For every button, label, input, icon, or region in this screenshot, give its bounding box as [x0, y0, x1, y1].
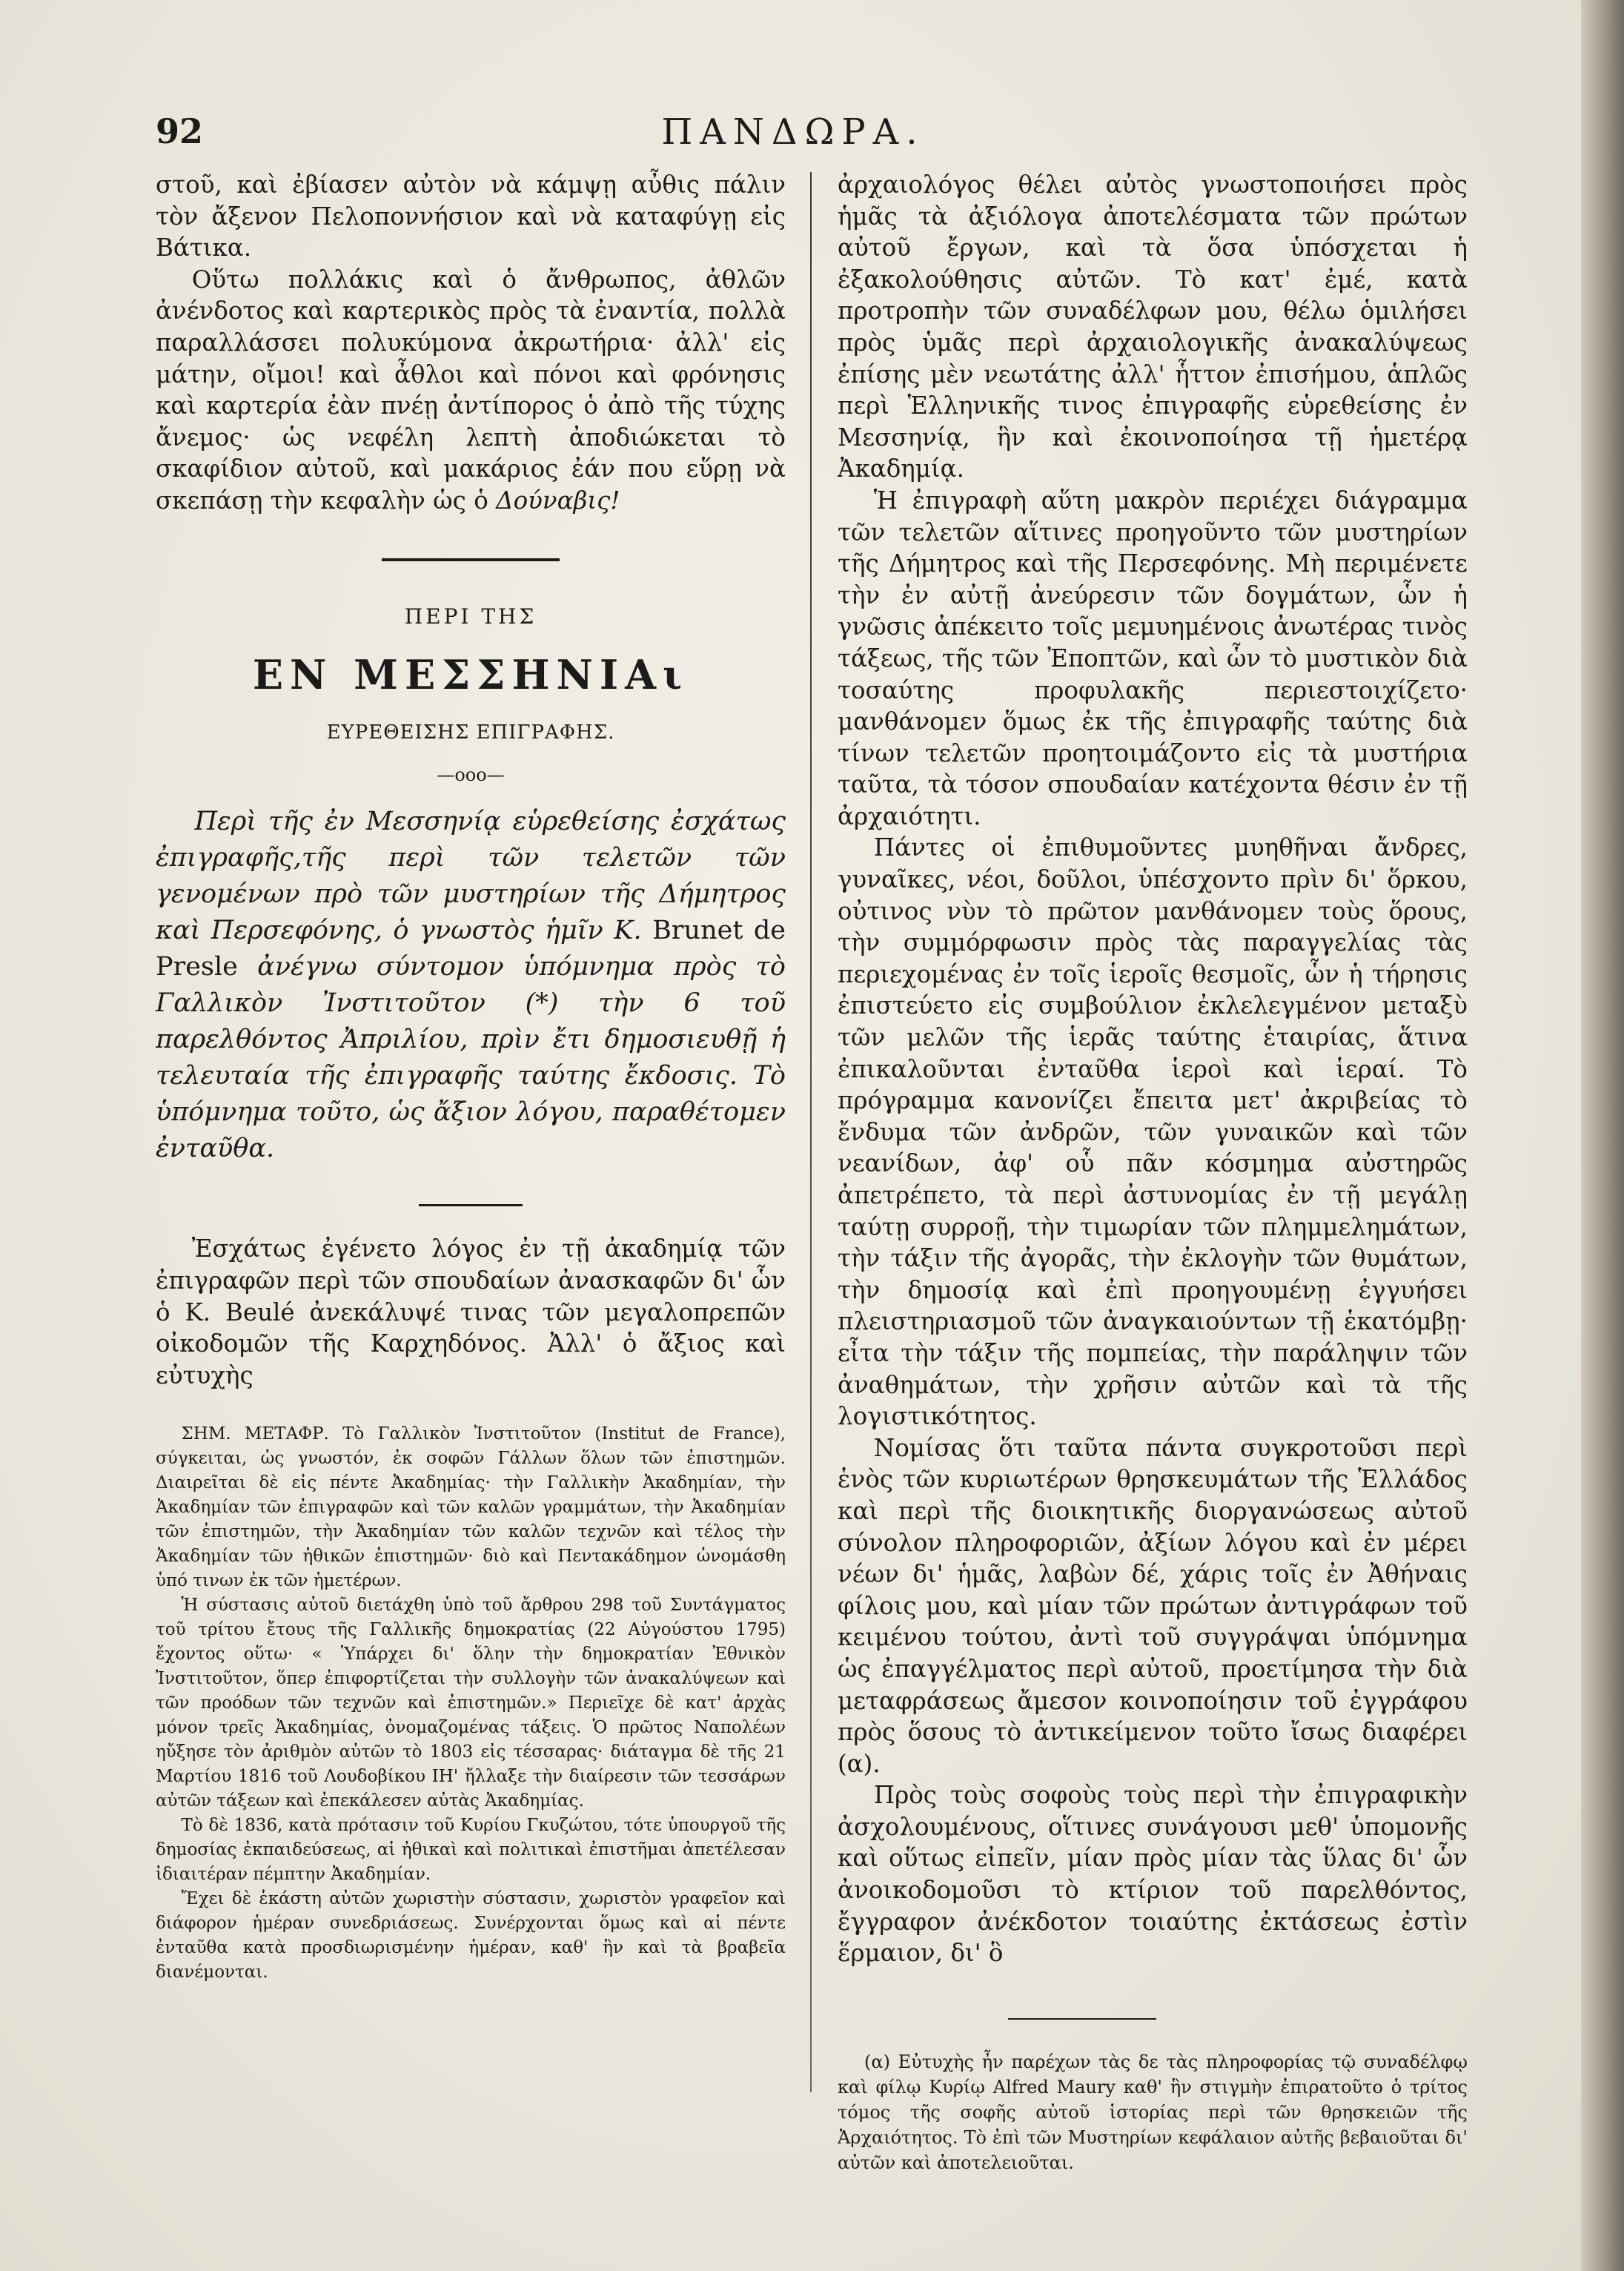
ornament: —οοο—: [437, 764, 505, 785]
article-pretitle: ΠΕΡΙ ΤΗΣ: [404, 604, 537, 629]
book-spine-shadow: [1581, 0, 1624, 2271]
page-header: [156, 111, 1431, 163]
paragraph: ἀρχαιολόγος θέλει αὐτὸς γνωστοποιήσει πρὸς ἡμᾶς τὰ ἀξιόλογα ἀποτελέσματα τῶν πρώτων αὐτοῦ ἔργων, καὶ τὰ ὅσα ὑπόσχεται ἡ ἐξακολούθησις αὐτῶν. Τὸ κατ' ἐμέ, κατὰ προτροπὴν τῶν συναδέλφων μου, θέλω ὁμιλήσει πρὸς ὑμᾶς περὶ ἀρχαιολογικῆς ἀνακαλύψεως ἐπίσης μὲν νεωτάτης ἀλλ' ἧττον ἐπισήμου, ἁπλῶς περὶ Ἑλληνικῆς τινος ἐπιγραφῆς εὑρεθείσης ἐν Μεσσηνίᾳ, ἣν καὶ ἐκοινοποίησα τῇ ἡμετέρᾳ Ἀκαδημίᾳ.: [838, 171, 1468, 483]
italic-intro: [156, 804, 786, 1167]
intro-text: Περὶ τῆς ἐν Μεσσηνίᾳ εὑρεθείσης ἐσχάτως ἐπιγραφῆς,τῆς περὶ τῶν τελετῶν τῶν γενομένων πρὸ τῶν μυστηρίων τῆς Δήμητρος καὶ Περσεφόνης, ὁ γνωστὸς ἡμῖν Κ.: [156, 807, 786, 946]
paragraph-text: ἀνεκάλυψέ τινας τῶν μεγαλοπρεπῶν οἰκοδομῶν τῆς Καρχηδόνος. Ἀλλ' ὁ ἄξιος καὶ εὐτυχὴς: [156, 1298, 786, 1389]
spacer: [156, 517, 786, 558]
paragraph: Πρὸς τοὺς σοφοὺς τοὺς περὶ τὴν ἐπιγραφικὴν ἀσχολουμένους, οἵτινες συνάγουσι μεθ' ὑπομονῆς καὶ οὕτως εἰπεῖν, μίαν πρὸς μίαν τὰς ὕλας δι' ὧν ἀνοικοδομοῦσι τὸ κτίριον τοῦ παρελθόντος, ἔγγραφον ἀνέκδοτον τοιαύτης ἐκτάσεως ἐστὶν ἕρμαιον, δι' ὃ: [838, 1781, 1468, 1968]
column-divider: [810, 172, 812, 2092]
author-name: Brunet de Presle: [156, 916, 786, 982]
paragraph-text: Ἐσχάτως ἐγένετο λόγος ἐν τῇ ἀκαδημίᾳ τῶν ἐπιγραφῶν περὶ τῶν σπουδαίων ἀνασκαφῶν δι' ὧν ὁ Κ.: [156, 1234, 786, 1326]
footnote: (α) Εὐτυχὴς ἦν παρέχων τὰς δε τὰς πληροφορίας τῷ συναδέλφῳ καὶ φίλῳ Κυρίῳ Alfred Maury καθ' ἣν στιγμὴν ἐπιρατοῦτο ὁ τρίτος τόμος τῆς σοφῆς αὐτοῦ ἱστορίας περὶ τῶν θρησκειῶν τῆς Ἀρχαιότητος. Τὸ ἐπὶ τῶν Μυστηρίων κεφάλαιον αὐτῆς βεβαιοῦται δι' αὐτῶν καὶ ἀποτελειοῦται.: [838, 2051, 1468, 2173]
article-title: ΕΝ ΜΕΣΣΗΝΙΑι: [252, 651, 689, 699]
paragraph: [156, 264, 786, 517]
note-paragraph: ΣΗΜ. ΜΕΤΑΦΡ. Τὸ Γαλλικὸν Ἰνστιτοῦτον (Institut de France), σύγκειται, ὡς γνωστόν, ἐκ σοφῶν Γάλλων ὅλων τῶν ἐπιστημῶν. Διαιρεῖται δὲ εἰς πέντε Ἀκαδημίας· τὴν Γαλλικὴν Ἀκαδημίαν, τὴν Ἀκαδημίαν τῶν ἐπιγραφῶν καὶ τῶν καλῶν γραμμάτων, τὴν Ἀκαδημίαν τῶν ἐπιστημῶν, τὴν Ἀκαδημίαν τῶν καλῶν τεχνῶν καὶ τέλος τὴν Ἀκαδημίαν τῶν ἠθικῶν ἐπιστημῶν· διὸ καὶ Πεντακάδημον ὠνομάσθη ὑπό τινων ἐκ τῶν ἡμετέρων.: [156, 1424, 786, 1591]
paragraph: [156, 1233, 786, 1391]
section-rule: [382, 558, 560, 561]
dounavis-name: Δούναβις!: [496, 486, 620, 515]
paragraph: Ἡ ἐπιγραφὴ αὕτη μακρὸν περιέχει διάγραμμα τῶν τελετῶν αἵτινες προηγοῦντο τῶν μυστηρίων τῆς Δήμητρος καὶ τῆς Περσεφόνης. Μὴ περιμένετε τὴν ἐν αὐτῇ ἀνεύρεσιν τῶν δογμάτων, ὧν ἡ γνῶσις ἀπέκειτο τοῖς μεμυημένοις ἀνωτέρας τινὸς τάξεως, τῆς τῶν Ἐποπτῶν, καὶ ὧν τὸ μυστικὸν διὰ τοσαύτης προφυλακῆς περιεστοιχίζετο· μανθάνομεν ὅμως ἐκ τῆς ἐπιγραφῆς ταύτης διὰ τίνων τελετῶν προητοιμάζοντο εἰς τὰ μυστήρια ταῦτα, τὰ τόσον σπουδαίαν κατέχοντα θέσιν ἐν τῇ ἀρχαιότητι.: [838, 486, 1468, 830]
running-title: ΠΑΝΔΩΡΑ.: [661, 111, 925, 153]
paragraph: Νομίσας ὅτι ταῦτα πάντα συγκροτοῦσι περὶ ἑνὸς τῶν κυριωτέρων θρησκευμάτων τῆς Ἑλλάδος καὶ περὶ τῆς διοικητικῆς διοργανώσεως αὐτοῦ σύνολον πληροφοριῶν, ἀξίων λόγου καὶ ἐν μέρει νέων δι' ἡμᾶς, λαβὼν δέ, χάρις τοῖς ἐν Ἀθήναις φίλοις μου, καὶ μίαν τῶν πρώτων ἀντιγράφων τοῦ κειμένου τούτου, ἀντὶ τοῦ συγγράψαι ὑπόμνημα ὡς ἐπαγγέλματος περὶ αὐτοῦ, προετίμησα τὴν διὰ μεταφράσεως ἄμεσον κοινοποίησιν τοῦ ἐγγράφου πρὸς ὅσους τὸ ἀντικείμενον τοῦτο ἴσως διαφέρει (α).: [838, 1433, 1468, 1778]
note-paragraph: Τὸ δὲ 1836, κατὰ πρότασιν τοῦ Κυρίου Γκυζώτου, τότε ὑπουργοῦ τῆς δημοσίας ἐκπαιδεύσεως, αἱ ἠθικαὶ καὶ πολιτικαὶ ἐπιστῆμαι ἀπετέλεσαν ἰδιαιτέραν πέμπτην Ἀκαδημίαν.: [156, 1816, 786, 1885]
paragraph: στοῦ, καὶ ἐβίασεν αὐτὸν νὰ κάμψῃ αὖθις πάλιν τὸν ἄξενον Πελοποννήσιον καὶ νὰ καταφύγῃ εἰς Βάτικα.: [156, 171, 786, 262]
left-column: [156, 169, 786, 1985]
note-paragraph: Ἡ σύστασις αὐτοῦ διετάχθη ὑπὸ τοῦ ἄρθρου 298 τοῦ Συντάγματος τοῦ τρίτου ἔτους τῆς Γαλλικῆς δημοκρατίας (22 Αὐγούστου 1795) ἔχοντος οὕτω· « Ὑπάρχει δι' ὅλην τὴν δημοκρατίαν Ἐθνικὸν Ἰνστιτοῦτον, ὅπερ ἐπιφορτίζεται τὴν συλλογὴν τῶν ἀνακαλύψεων καὶ τῶν προόδων τῶν τεχνῶν καὶ ἐπιστημῶν.» Περιεῖχε δὲ κατ' ἀρχὰς μόνον τρεῖς Ἀκαδημίας, ὀνομαζομένας τάξεις. Ὁ πρῶτος Ναπολέων ηὔξησε τὸν ἀριθμὸν αὐτῶν τὸ 1803 εἰς τέσσαρας· διάταγμα δὲ τῆς 21 Μαρτίου 1816 τοῦ Λουδοβίκου ΙΗ' ἤλλαξε τὴν διαίρεσιν τῶν τεσσάρων αὐτῶν τάξεων καὶ ἐπεκάλεσεν αὐτὰς Ἀκαδημίας.: [156, 1596, 786, 1811]
note-paragraph: Ἔχει δὲ ἑκάστη αὐτῶν χωριστὴν σύστασιν, χωριστὸν γραφεῖον καὶ διάφορον ἡμέραν συνεδριάσεως. Συνέρχονται ὅμως καὶ αἱ πέντε ἐνταῦθα κατὰ προσδιωρισμένην ἡμέραν, καθ' ἣν καὶ τὰ βραβεῖα διανέμονται.: [156, 1889, 786, 1983]
intro-text: ἀνέγνω σύντομον ὑπόμνημα πρὸς τὸ Γαλλικὸν Ἰνστιτοῦτον (*) τὴν 6 τοῦ παρελθόντος Ἀπριλίου, πρὶν ἔτι δημοσιευθῇ ἡ τελευταία τῆς ἐπιγραφῆς ταύτης ἔκδοσις. Τὸ ὑπόμνημα τοῦτο, ὡς ἄξιον λόγου, παραθέτομεν ἐνταῦθα.: [156, 952, 786, 1164]
person-name: Beulé: [225, 1298, 295, 1326]
right-column: [838, 169, 1468, 2175]
page-number: 92: [156, 111, 204, 151]
footnote-rule: [1008, 2018, 1156, 2020]
paragraph: Πάντες οἱ ἐπιθυμοῦντες μυηθῆναι ἄνδρες, γυναῖκες, νέοι, δοῦλοι, ὑπέσχοντο πρὶν δι' ὅρκου, οὐτινος νὺν τὸ πρῶτον μανθάνομεν τοὺς ὅρους, τὴν συμμόρφωσιν πρὸς τὰς παραγγελίας τὰς περιεχομένας ἐν τοῖς ἱεροῖς θεσμοῖς, ὧν ἡ τήρησις ἐπιστεύετο εἰς συμβούλιον ἐκλελεγμένον μεταξὺ τῶν μελῶν τῆς ἱερᾶς ταύτης ἑταιρίας, ἅτινα ἐπικαλοῦνται ἐνταῦθα ἱεροὶ καὶ ἱεραί. Τὸ πρόγραμμα κανονίζει ἔπειτα μετ' ἀκριβείας τὸ ἔνδυμα τῶν ἀνδρῶν, τῶν γυναικῶν καὶ τῶν νεανίδων, ἀφ' οὗ πᾶν κόσμημα αὐστηρῶς ἀπετρέπετο, τὰ περὶ ἀστυνομίας ἐν τῇ μεγάλῃ ταύτῃ συρροῇ, τὴν τιμωρίαν τῶν πλημμελημάτων, τὴν τάξιν τῆς ἀγορᾶς, τὴν ἐκλογὴν τῶν θυμάτων, τὴν δημοσίᾳ καὶ ἐπὶ προηγουμένῃ ἐγγυήσει πλειστηριασμοῦ τῶν ἀναγκαιούντων τῇ ἑκατόμβῃ· εἶτα τὴν τάξιν τῆς πομπείας, τὴν παράληψιν τῶν ἀναθημάτων, τὴν χρῆσιν αὐτῶν καὶ τὰ τῆς λογιστικότητος.: [838, 833, 1468, 1431]
translator-notes: [156, 1422, 786, 1985]
article-subtitle: ΕΥΡΕΘΕΙΣΗΣ ΕΠΙΓΡΑΦΗΣ.: [326, 721, 615, 744]
paragraph-text: Οὕτω πολλάκις καὶ ὁ ἄνθρωπος, ἀθλῶν ἀνένδοτος καὶ καρτερικὸς πρὸς τὰ ἐναντία, πολλὰ παραλλάσσει πολυκύμονα ἀκρωτήρια· ἀλλ' εἰς μάτην, οἴμοι! καὶ ἆθλοι καὶ πόνοι καὶ φρόνησις καὶ καρτερία ἐὰν πνέῃ ἀντίπορος ὁ ἀπὸ τῆς τύχης ἄνεμος· ὡς νεφέλη λεπτὴ ἀποδιώκεται τὸ σκαφίδιον αὐτοῦ, καὶ μακάριος ἐάν που εὕρῃ νὰ σκεπάσῃ τὴν κεφαλὴν ὡς ὁ: [156, 265, 786, 515]
section-rule: [419, 1204, 523, 1206]
